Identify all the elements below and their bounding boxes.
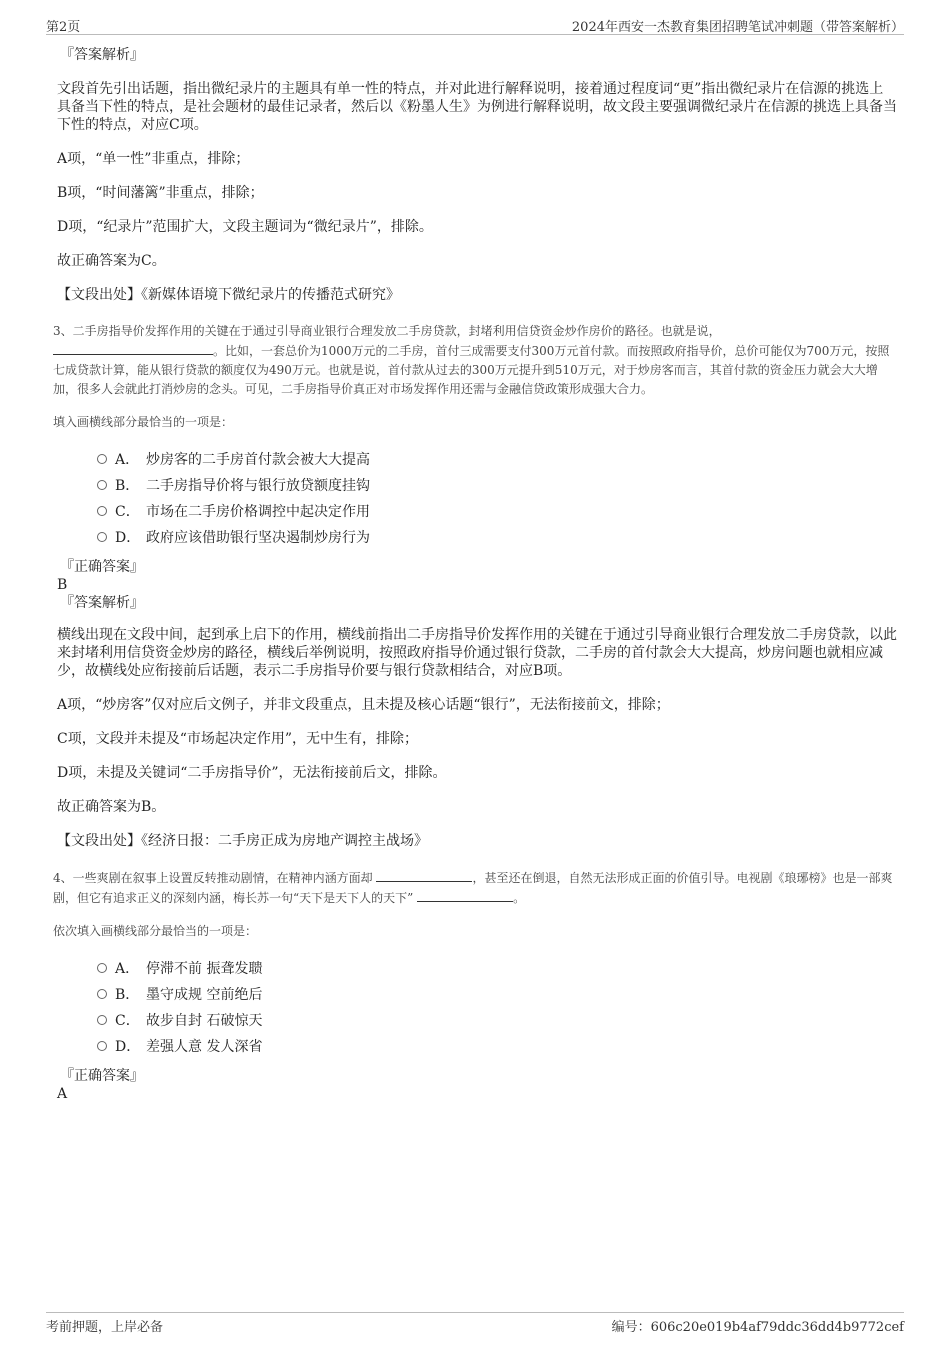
document-code: 编号：606c20e019b4af79ddc36dd4b9772cef xyxy=(611,1320,904,1335)
question-3-intro: 3、二手房指导价发挥作用的关键在于通过引导商业银行合理发放二手房贷款，封堵利用信贷资金炒作房价的路径。也就是说， xyxy=(53,324,721,338)
answer-value: A xyxy=(57,1086,68,1102)
option-c-analysis: C项，文段并未提及“市场起决定作用”，无中生有，排除； xyxy=(57,731,419,747)
question-4-intro: 4、一些爽剧在叙事上设置反转推动剧情，在精神内涵方面却 xyxy=(53,871,373,885)
question-4-stem xyxy=(53,868,897,908)
analysis-label: 『答案解析』 xyxy=(60,595,144,611)
answer-label: 『正确答案』 xyxy=(60,1068,144,1084)
question-4-body: ，甚至还在倒退，自然无法形成正面的价值引导。电视剧《琅琊榜》也是一部爽剧，但它有追求正义的深刻内涵，梅长苏一句“天下是天下人的天下” xyxy=(53,871,893,905)
option-c[interactable] xyxy=(57,1009,897,1035)
option-d-analysis: D项，未提及关键词“二手房指导价”，无法衔接前后文，排除。 xyxy=(57,765,447,781)
option-c[interactable] xyxy=(57,500,897,526)
answer-value: B xyxy=(57,577,68,593)
option-letter: C． xyxy=(115,504,140,520)
option-text: 差强人意 发人深省 xyxy=(146,1039,263,1055)
option-b[interactable] xyxy=(57,983,897,1009)
option-text: 停滞不前 振聋发聩 xyxy=(146,961,263,977)
option-text: 政府应该借助银行坚决遏制炒房行为 xyxy=(146,530,370,546)
option-d[interactable] xyxy=(57,526,897,552)
option-letter: C． xyxy=(115,1013,140,1029)
option-text: 二手房指导价将与银行放贷额度挂钩 xyxy=(146,478,370,494)
option-a[interactable] xyxy=(57,957,897,983)
source-citation: 【文段出处】《经济日报：二手房正成为房地产调控主战场》 xyxy=(57,833,428,849)
document-body xyxy=(53,46,897,1103)
source-citation: 【文段出处】《新媒体语境下微纪录片的传播范式研究》 xyxy=(57,287,400,303)
fill-blank xyxy=(376,868,472,882)
radio-icon[interactable] xyxy=(97,480,107,490)
document-title: 2024年西安一杰教育集团招聘笔试冲刺题（带答案解析） xyxy=(571,20,904,35)
radio-icon[interactable] xyxy=(97,989,107,999)
option-letter: A． xyxy=(115,452,140,468)
radio-icon[interactable] xyxy=(97,963,107,973)
page-footer xyxy=(46,1312,904,1337)
option-text: 墨守成规 空前绝后 xyxy=(146,987,263,1003)
option-text: 故步自封 石破惊天 xyxy=(146,1013,263,1029)
option-text: 炒房客的二手房首付款会被大大提高 xyxy=(146,452,370,468)
analysis-label: 『答案解析』 xyxy=(60,47,144,63)
question-4-options xyxy=(57,957,897,1061)
conclusion: 故正确答案为C。 xyxy=(57,253,166,269)
radio-icon[interactable] xyxy=(97,1041,107,1051)
analysis-paragraph: 横线出现在文段中间，起到承上启下的作用，横线前指出二手房指导价发挥作用的关键在于通过引导商业银行合理发放二手房贷款，以此来封堵利用信贷资金炒房的路径，横线后举例说明，按照政府指导价通过银行贷款，二手房的首付款会大大提高，炒房问题也就相应减少，故横线处应衔接前后话题，表示二手房指导价要与银行贷款相结合，对应B项。 xyxy=(57,627,897,679)
option-letter: B． xyxy=(115,987,140,1003)
option-letter: D． xyxy=(115,1039,141,1055)
option-text: 市场在二手房价格调控中起决定作用 xyxy=(146,504,370,520)
option-a-analysis: A项，“单一性”非重点，排除； xyxy=(57,151,250,167)
answer-label: 『正确答案』 xyxy=(60,559,144,575)
question-3-prompt: 填入画横线部分最恰当的一项是： xyxy=(53,415,234,429)
footer-slogan: 考前押题，上岸必备 xyxy=(46,1320,164,1335)
analysis-paragraph: 文段首先引出话题，指出微纪录片的主题具有单一性的特点，并对此进行解释说明，接着通过程度词“更”指出微纪录片在信源的挑选上具备当下性的特点，是社会题材的最佳记录者，然后以《粉墨人生》为例进行解释说明，故文段主要强调微纪录片在信源的挑选上具备当下性的特点，对应C项。 xyxy=(57,81,897,133)
fill-blank xyxy=(53,341,213,355)
option-a[interactable] xyxy=(57,448,897,474)
question-4-end: 。 xyxy=(513,891,526,905)
option-a-analysis: A项，“炒房客”仅对应后文例子，并非文段重点，且未提及核心话题“银行”，无法衔接前文，排除； xyxy=(57,697,670,713)
option-letter: D． xyxy=(115,530,141,546)
fill-blank xyxy=(417,888,513,902)
option-letter: A． xyxy=(115,961,140,977)
radio-icon[interactable] xyxy=(97,454,107,464)
page-number: 第2页 xyxy=(46,20,81,35)
question-3-body: 。比如，一套总价为1000万元的二手房，首付三成需要支付300万元首付款。而按照政府指导价，总价可能仅为700万元，按照七成贷款计算，能从银行贷款的额度仅为490万元。也就是说，首付款从过去的300万元提升到510万元，对于炒房客而言，其首付款的资金压力就会大大增加，很多人会就此打消炒房的念头。可见，二手房指导价真正对市场发挥作用还需与金融信贷政策形成强大合力。 xyxy=(53,344,890,396)
radio-icon[interactable] xyxy=(97,506,107,516)
conclusion: 故正确答案为B。 xyxy=(57,799,166,815)
option-b-analysis: B项，“时间藩篱”非重点，排除； xyxy=(57,185,264,201)
question-3-stem xyxy=(53,322,897,399)
option-d[interactable] xyxy=(57,1035,897,1061)
radio-icon[interactable] xyxy=(97,532,107,542)
option-b[interactable] xyxy=(57,474,897,500)
option-d-analysis: D项，“纪录片”范围扩大，文段主题词为“微纪录片”，排除。 xyxy=(57,219,433,235)
option-letter: B． xyxy=(115,478,140,494)
page-header xyxy=(46,14,904,35)
question-4-prompt: 依次填入画横线部分最恰当的一项是： xyxy=(53,924,258,938)
radio-icon[interactable] xyxy=(97,1015,107,1025)
question-3-options xyxy=(57,448,897,552)
